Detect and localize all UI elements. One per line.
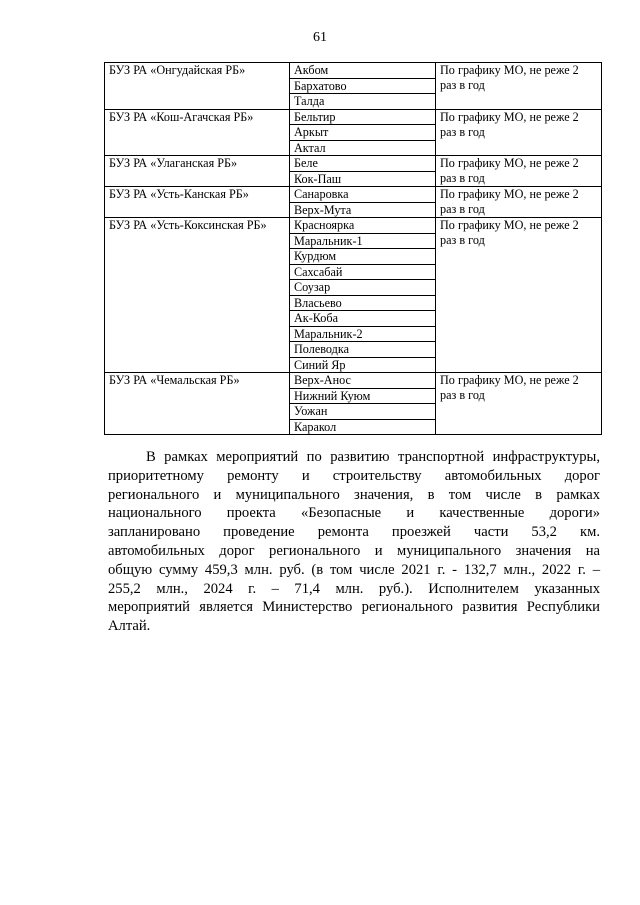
paragraph-line: национального проекта «Безопасные и качественные дороги» xyxy=(108,505,600,522)
settlement-cell: Сахсабай xyxy=(290,264,436,280)
schedule-cell: По графику МО, не реже 2 раз в год xyxy=(436,187,602,218)
organization-cell: БУЗ РА «Кош-Агачская РБ» xyxy=(105,109,290,156)
paragraph-line: мероприятий является Министерство регионального развития Республики xyxy=(108,599,600,616)
settlement-cell: Талда xyxy=(290,94,436,110)
settlement-cell: Маральник-1 xyxy=(290,233,436,249)
table-body xyxy=(105,63,602,435)
settlement-cell: Аркыт xyxy=(290,125,436,141)
schedule-cell: По графику МО, не реже 2 раз в год xyxy=(436,63,602,110)
schedule-cell: По графику МО, не реже 2 раз в год xyxy=(436,156,602,187)
settlement-cell: Верх-Мута xyxy=(290,202,436,218)
settlement-cell: Кок-Паш xyxy=(290,171,436,187)
paragraph-line: приоритетному ремонту и строительству автомобильных дорог xyxy=(108,467,600,484)
table-row xyxy=(105,373,602,389)
settlement-cell: Нижний Куюм xyxy=(290,388,436,404)
settlement-cell: Каракол xyxy=(290,419,436,435)
table-row xyxy=(105,218,602,234)
settlement-cell: Синий Яр xyxy=(290,357,436,373)
settlement-cell: Курдюм xyxy=(290,249,436,265)
table-row xyxy=(105,156,602,172)
settlement-cell: Уожан xyxy=(290,404,436,420)
settlement-cell: Беле xyxy=(290,156,436,172)
organization-cell: БУЗ РА «Усть-Коксинская РБ» xyxy=(105,218,290,373)
schedule-cell: По графику МО, не реже 2 раз в год xyxy=(436,218,602,373)
page-number: 61 xyxy=(313,30,327,45)
settlement-cell: Акбом xyxy=(290,63,436,79)
settlement-cell: Соузар xyxy=(290,280,436,296)
table-row xyxy=(105,109,602,125)
paragraph-line: общую сумму 459,3 млн. руб. (в том числе 2021 г. - 132,7 млн., 2022 г. – xyxy=(108,561,600,578)
settlement-cell: Красноярка xyxy=(290,218,436,234)
organization-cell: БУЗ РА «Улаганская РБ» xyxy=(105,156,290,187)
paragraph-line: Алтай. xyxy=(108,618,151,635)
settlement-cell: Ак-Коба xyxy=(290,311,436,327)
schedule-cell: По графику МО, не реже 2 раз в год xyxy=(436,373,602,435)
paragraph-line: автомобильных дорог регионального и муниципального значения на xyxy=(108,542,600,559)
table-row xyxy=(105,63,602,79)
paragraph-line: 255,2 млн., 2024 г. – 71,4 млн. руб.). Исполнителем указанных xyxy=(108,580,600,597)
paragraph-line: регионального и муниципального значения, в том числе в рамках xyxy=(108,486,600,503)
schedule-cell: По графику МО, не реже 2 раз в год xyxy=(436,109,602,156)
body-paragraph xyxy=(108,448,600,636)
settlement-cell: Бельтир xyxy=(290,109,436,125)
settlement-cell: Полеводка xyxy=(290,342,436,358)
table-row xyxy=(105,187,602,203)
settlement-cell: Санаровка xyxy=(290,187,436,203)
settlement-cell: Маральник-2 xyxy=(290,326,436,342)
organization-cell: БУЗ РА «Чемальская РБ» xyxy=(105,373,290,435)
paragraph-line: В рамках мероприятий по развитию транспортной инфраструктуры, xyxy=(146,449,600,465)
paragraph-line: запланировано проведение ремонта проезжей части 53,2 км. xyxy=(108,524,600,541)
settlement-cell: Бархатово xyxy=(290,78,436,94)
settlement-cell: Верх-Анос xyxy=(290,373,436,389)
settlement-cell: Актал xyxy=(290,140,436,156)
schedule-table xyxy=(104,62,602,435)
settlement-cell: Власьево xyxy=(290,295,436,311)
organization-cell: БУЗ РА «Онгудайская РБ» xyxy=(105,63,290,110)
organization-cell: БУЗ РА «Усть-Канская РБ» xyxy=(105,187,290,218)
